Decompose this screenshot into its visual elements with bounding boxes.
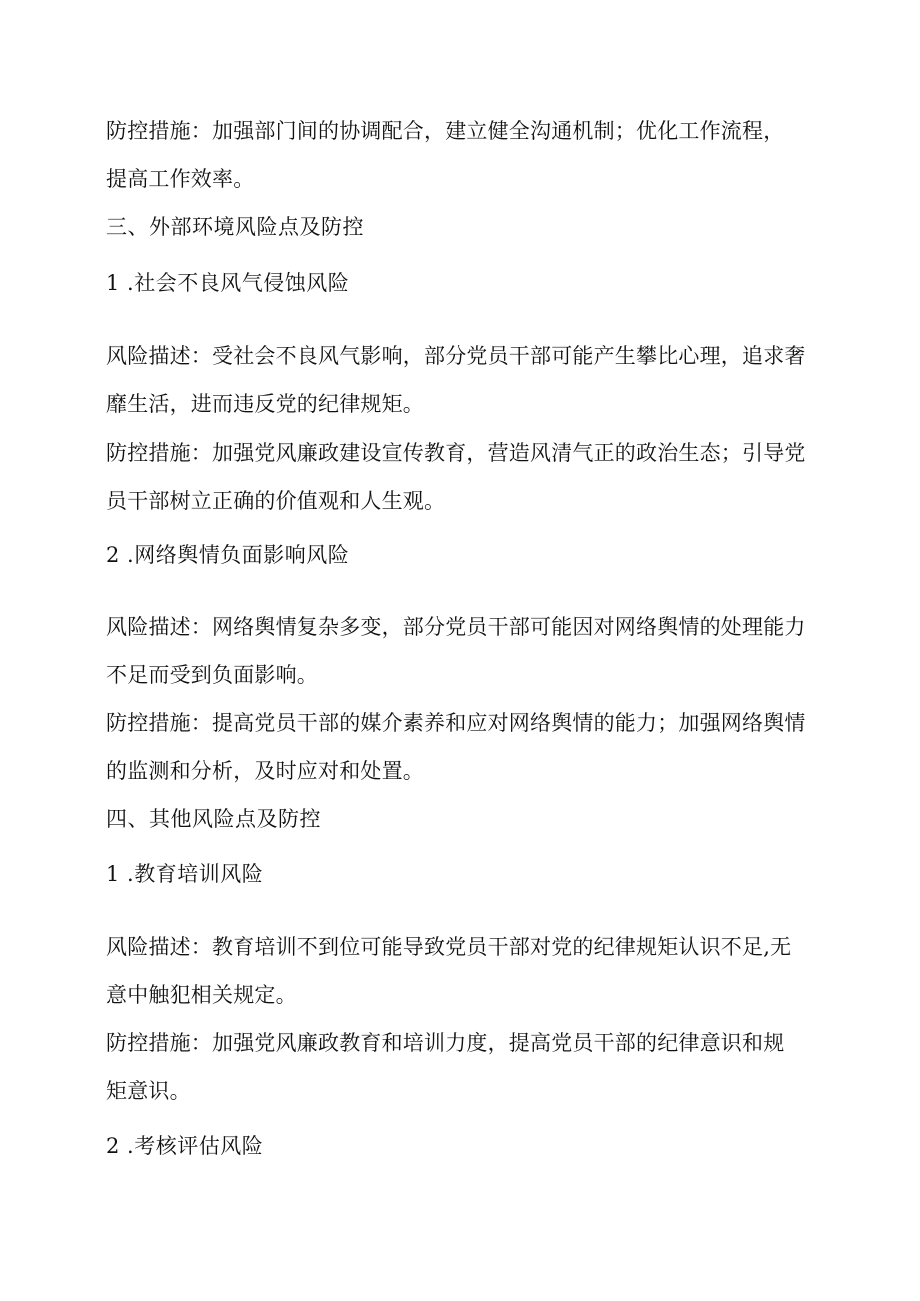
- paragraph-line: 防控措施：加强党风廉政建设宣传教育，营造风清气正的政治生态；引导党: [106, 441, 806, 465]
- paragraph-line: 的监测和分析，及时应对和处置。: [106, 759, 424, 783]
- paragraph-line: 不足而受到负面影响。: [106, 663, 318, 687]
- paragraph-line: 防控措施：加强部门间的协调配合，建立健全沟通机制；优化工作流程，: [106, 119, 785, 143]
- paragraph-line: 防控措施：加强党风廉政教育和培训力度，提高党员干部的纪律意识和规: [106, 1031, 785, 1055]
- paragraph-line: 防控措施：提高党员干部的媒介素养和应对网络舆情的能力；加强网络舆情: [106, 711, 806, 735]
- paragraph-line: 提高工作效率。: [106, 167, 255, 191]
- paragraph-line: 意中触犯相关规定。: [106, 983, 297, 1007]
- subsection-heading: 1 .社会不良风气侵蚀风险: [106, 271, 350, 295]
- subsection-heading: 2 .考核评估风险: [106, 1134, 264, 1158]
- paragraph-line: 矩意识。: [106, 1079, 191, 1103]
- section-heading: 三、外部环境风险点及防控: [106, 215, 364, 239]
- subsection-heading: 2 .网络舆情负面影响风险: [106, 543, 350, 567]
- section-heading: 四、其他风险点及防控: [106, 807, 321, 831]
- paragraph-line: 靡生活，进而违反党的纪律规矩。: [106, 392, 424, 416]
- paragraph-line: 风险描述：网络舆情复杂多变，部分党员干部可能因对网络舆情的处理能力: [106, 615, 806, 639]
- paragraph-line: 风险描述：受社会不良风气影响，部分党员干部可能产生攀比心理，追求奢: [106, 344, 806, 368]
- paragraph-line: 员干部树立正确的价值观和人生观。: [106, 489, 446, 513]
- subsection-heading: 1 .教育培训风险: [106, 862, 264, 886]
- paragraph-line: 风险描述：教育培训不到位可能导致党员干部对党的纪律规矩认识不足,无: [106, 935, 792, 959]
